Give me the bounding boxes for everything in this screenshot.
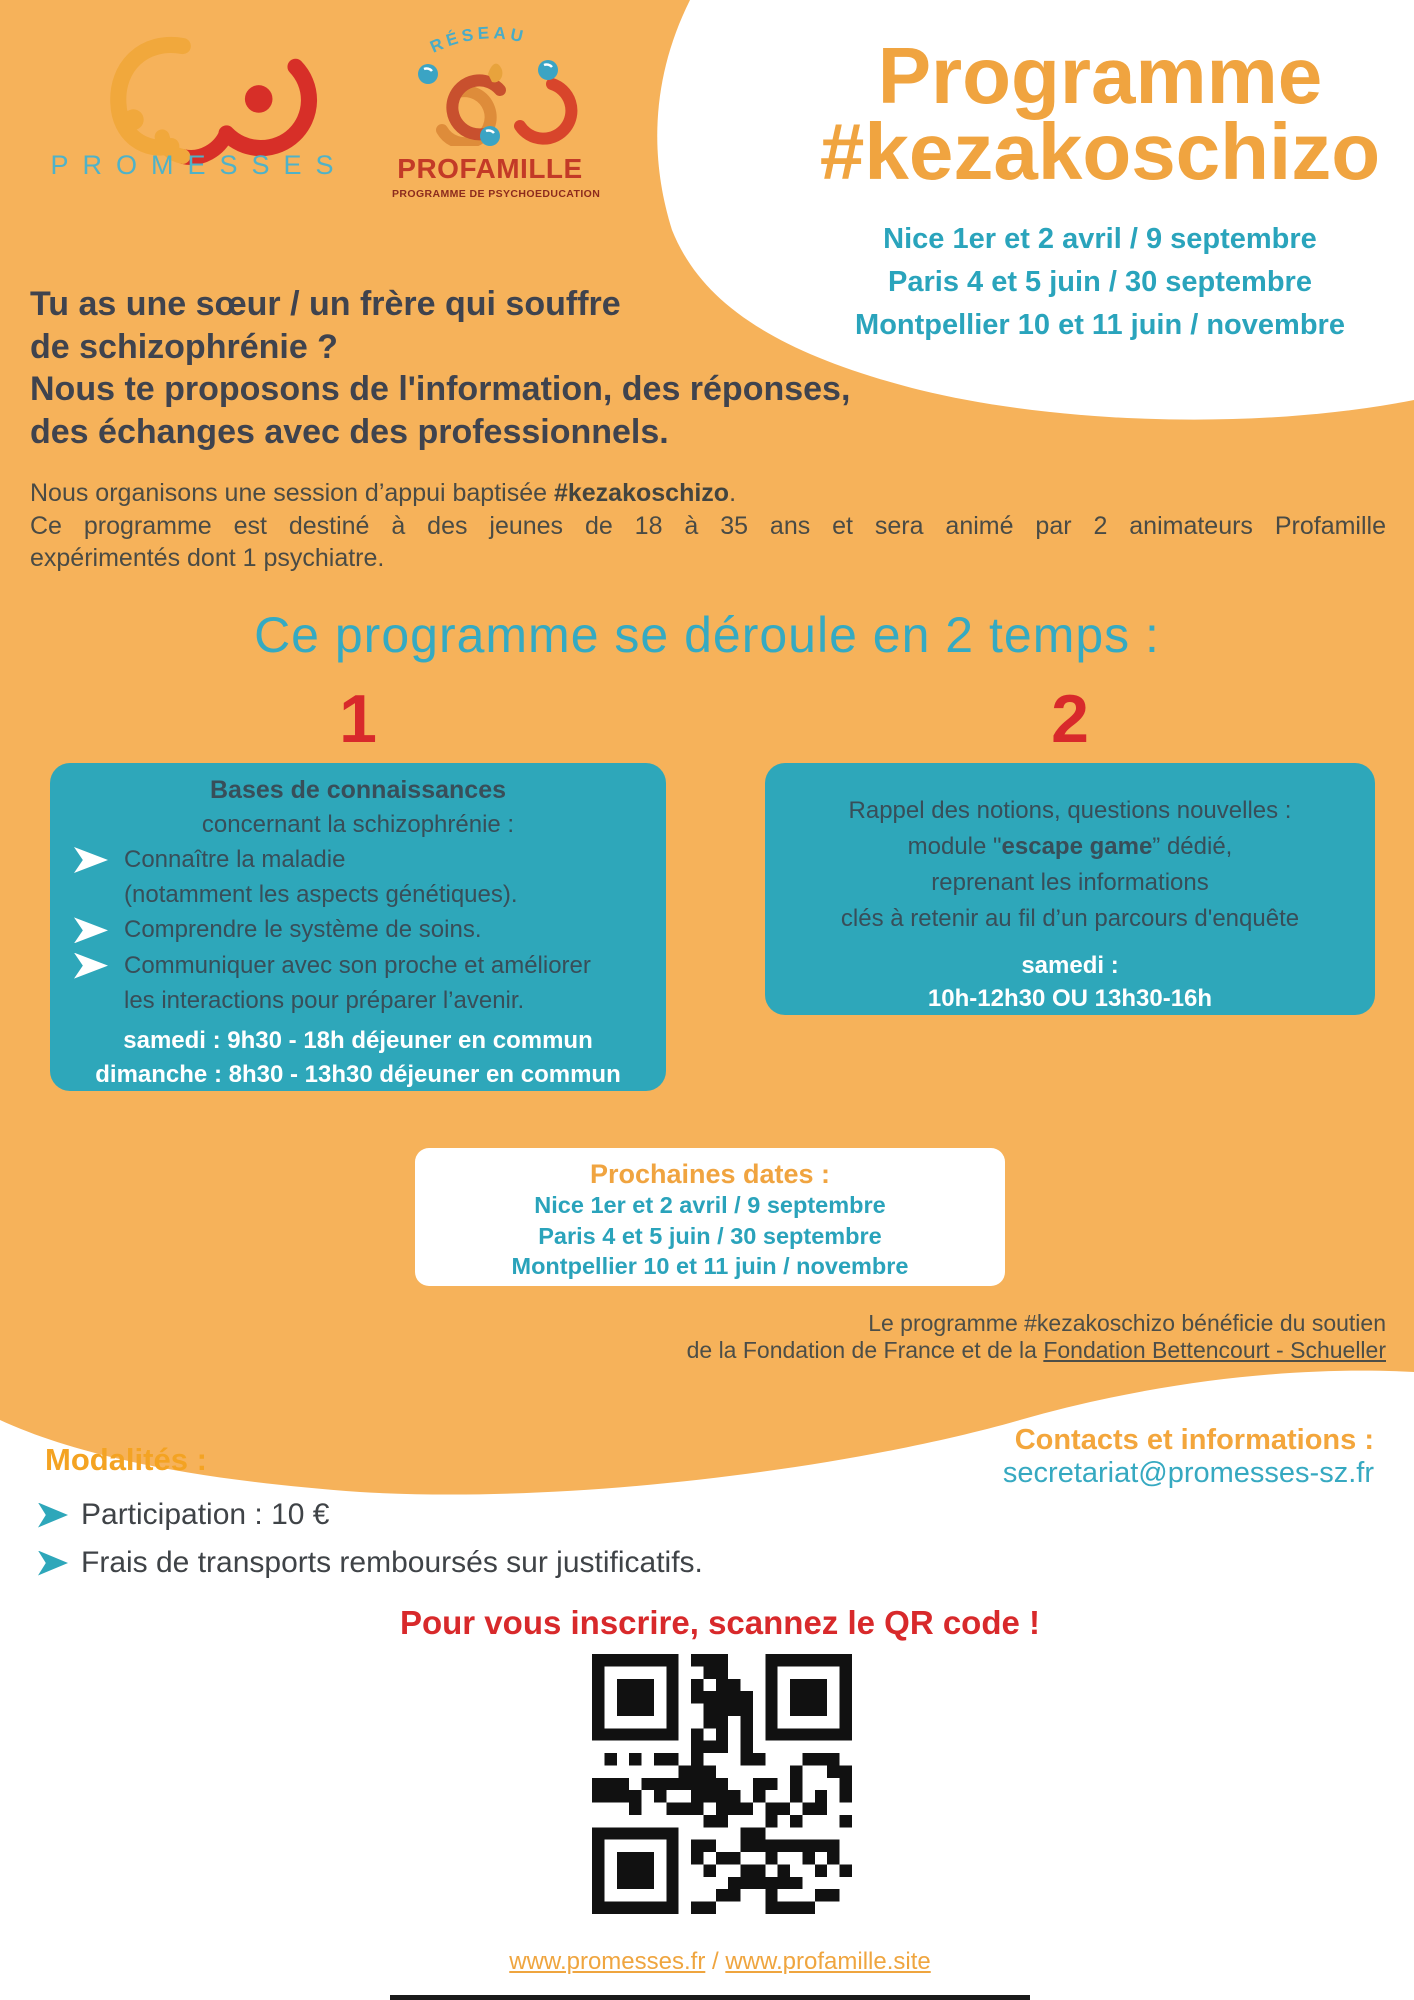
step2-card (765, 763, 1375, 1015)
next-date-nice: Nice 1er et 2 avril / 9 septembre (534, 1192, 886, 1218)
fondation-bettencourt-text: Fondation Bettencourt - Schueller (1043, 1337, 1386, 1363)
cta-scan-qr: Pour vous inscrire, scannez le QR code ! (399, 1604, 1041, 1641)
intro-paragraph-2-line2: expérimentés dont 1 psychiatre. (30, 544, 385, 572)
promesses-logo-red-dot (245, 85, 273, 113)
promesses-site-link[interactable]: www.promesses.fr (509, 1948, 706, 1975)
promesses-logo-yellow-dot (123, 109, 144, 130)
arrow-icon (74, 847, 108, 873)
modalites-title: Modalités : (45, 1442, 207, 1477)
support-line1: Le programme #kezakoschizo bénéficie du soutien (868, 1310, 1386, 1336)
step1-bullets (50, 842, 666, 1018)
headline-line: des échanges avec des professionnels. (30, 412, 669, 451)
step2-description: Rappel des notions, questions nouvelles : module "escape game” dédié, reprenant les informations clés à retenir au fil d’un parcours d'enquête (840, 797, 1300, 932)
footer-links (27, 1948, 1413, 1976)
promesses-wordmark: PROMESSES (50, 150, 348, 180)
bullet-line: Communiquer avec son proche et améliorer (124, 948, 660, 983)
arrow-icon (38, 1503, 68, 1528)
steps-section-title: Ce programme se déroule en 2 temps : (254, 607, 1160, 663)
modalites-item-participation: Participation : 10 € (38, 1498, 329, 1532)
headline-line: Nous te proposons de l'information, des réponses, (30, 370, 851, 408)
next-dates-card (415, 1148, 1005, 1286)
step1-card (50, 763, 666, 1091)
footer-separator: / (705, 1948, 726, 1975)
step-number-1: 1 (339, 681, 377, 757)
support-line2: de la Fondation de France et de la Fondation Bettencourt - Schueller (686, 1337, 1386, 1363)
bullet-line: (notamment les aspects génétiques). (124, 881, 518, 909)
hero-title-line2: #kezakoschizo (819, 107, 1381, 196)
intro-paragraphs (30, 477, 1386, 575)
qr-code (592, 1654, 852, 1914)
hero-date-paris: Paris 4 et 5 juin / 30 septembre (888, 266, 1312, 298)
contacts-block (700, 1424, 1374, 1490)
profamille-logo (392, 22, 601, 200)
profamille-site-link[interactable]: www.profamille.site (725, 1948, 931, 1975)
hero-date-nice: Nice 1er et 2 avril / 9 septembre (883, 223, 1317, 255)
profamille-name: PROFAMILLE (397, 153, 583, 184)
next-date-paris: Paris 4 et 5 juin / 30 septembre (538, 1222, 882, 1249)
bullet-line: les interactions pour préparer l’avenir. (124, 986, 525, 1014)
bullet-line: Connaître la maladie (124, 842, 660, 877)
modalites-item-transport: Frais de transports remboursés sur justificatifs. (38, 1546, 703, 1580)
next-date-montpellier: Montpellier 10 et 11 juin / novembre (511, 1253, 909, 1279)
next-dates-title: Prochaines dates : (589, 1159, 831, 1189)
headline-line: de schizophrénie ? (30, 327, 338, 366)
support-mention (600, 1310, 1386, 1364)
intro-headline (30, 283, 930, 453)
step1-heading: Bases de connaissances (210, 776, 506, 804)
hero-date-montpellier: Montpellier 10 et 11 juin / novembre (855, 309, 1345, 341)
profamille-reseau-arc-text: RÉSEAU (427, 23, 529, 57)
intro-paragraph-2-line1: Ce programme est destiné à des jeunes de 18 à 35 ans et sera animé par 2 animateurs Profamille (30, 511, 1386, 540)
arrow-icon (38, 1551, 68, 1576)
profamille-logo-rings (392, 22, 588, 146)
bullet-line: Comprendre le système de soins. (124, 912, 660, 947)
kezakoschizo-bold: #kezakoschizo (553, 479, 730, 507)
profamille-subtitle: PROGRAMME DE PSYCHOEDUCATION (392, 188, 601, 200)
headline-line: Tu as une sœur / un frère qui souffre (30, 285, 621, 323)
step1-subheading: concernant la schizophrénie : (201, 811, 515, 838)
step1-schedule: samedi : 9h30 - 18h déjeuner en commun dimanche : 8h30 - 13h30 déjeuner en commun (95, 1027, 621, 1089)
arrow-icon (74, 917, 108, 943)
contact-email-link[interactable]: secretariat@promesses-sz.fr (1002, 1457, 1374, 1489)
step-number-2: 2 (1051, 681, 1089, 757)
promesses-logo-yellow-swirl (118, 45, 183, 148)
step2-schedule: samedi : 10h-12h30 OU 13h30-16h (927, 952, 1213, 1012)
escape-game-bold: escape game (1001, 833, 1153, 860)
hero-title-line1: Programme (877, 31, 1323, 120)
next-page-edge (390, 1995, 1030, 2000)
contacts-title: Contacts et informations : (1014, 1424, 1374, 1456)
intro-paragraph-1: Nous organisons une session d’appui baptisée #kezakoschizo. (30, 479, 737, 507)
arrow-icon (74, 953, 108, 979)
